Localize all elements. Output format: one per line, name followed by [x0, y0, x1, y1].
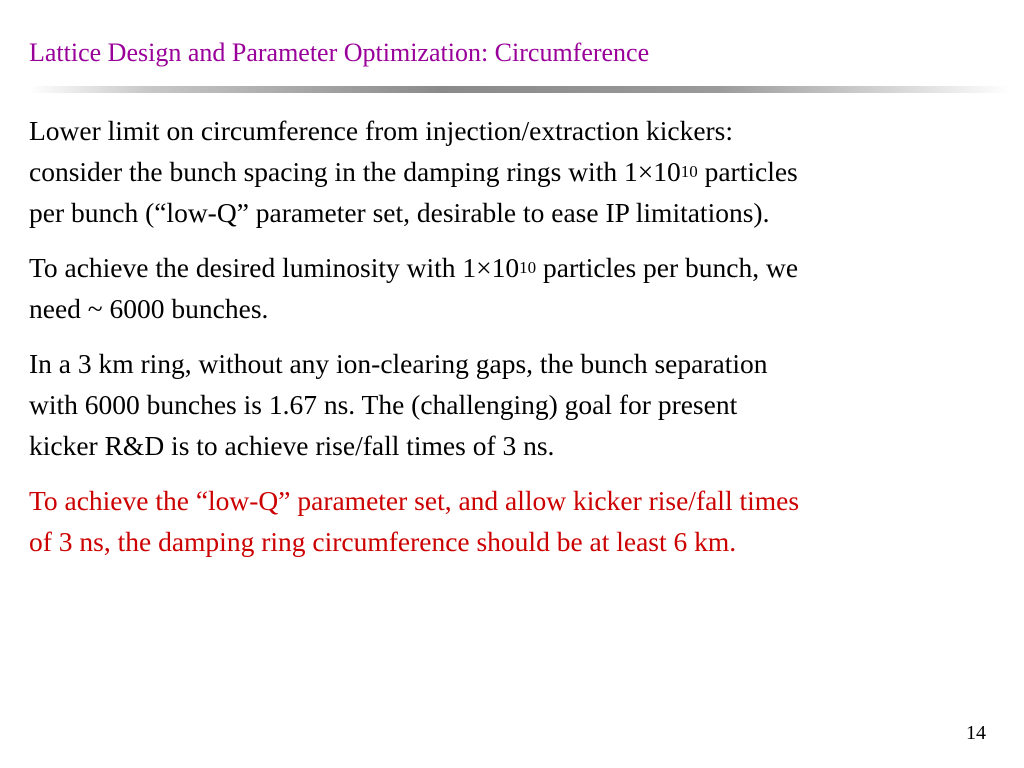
paragraph-line: particles per bunch, we	[536, 252, 799, 283]
paragraph-line: need ~ 6000 bunches.	[29, 293, 269, 324]
slide-body	[29, 110, 1001, 576]
title-divider	[29, 86, 1010, 93]
conclusion-line: To achieve the “low-Q” parameter set, and allow kicker rise/fall times	[29, 485, 800, 516]
paragraph-luminosity	[29, 247, 1001, 329]
paragraph-bunch-separation	[29, 343, 1001, 466]
paragraph-line: per bunch (“low-Q” parameter set, desirable to ease IP limitations).	[29, 197, 770, 228]
conclusion-line: of 3 ns, the damping ring circumference should be at least 6 km.	[29, 526, 737, 557]
exponent: 10	[519, 258, 537, 277]
paragraph-line: In a 3 km ring, without any ion-clearing gaps, the bunch separation	[29, 348, 768, 379]
exponent: 10	[680, 162, 698, 181]
paragraph-line: To achieve the desired luminosity with 1×10	[29, 252, 520, 283]
paragraph-line: with 6000 bunches is 1.67 ns. The (challenging) goal for present	[29, 389, 738, 420]
paragraph-line: consider the bunch spacing in the damping rings with 1×10	[29, 156, 681, 187]
paragraph-conclusion	[29, 480, 1001, 562]
slide-title: Lattice Design and Parameter Optimization: Circumference	[29, 38, 650, 67]
paragraph-line: Lower limit on circumference from injection/extraction kickers:	[29, 115, 734, 146]
paragraph-line: kicker R&D is to achieve rise/fall times of 3 ns.	[29, 430, 555, 461]
paragraph-line: particles	[697, 156, 798, 187]
paragraph-injection-limit	[29, 110, 1001, 233]
page-number: 14	[966, 722, 986, 744]
